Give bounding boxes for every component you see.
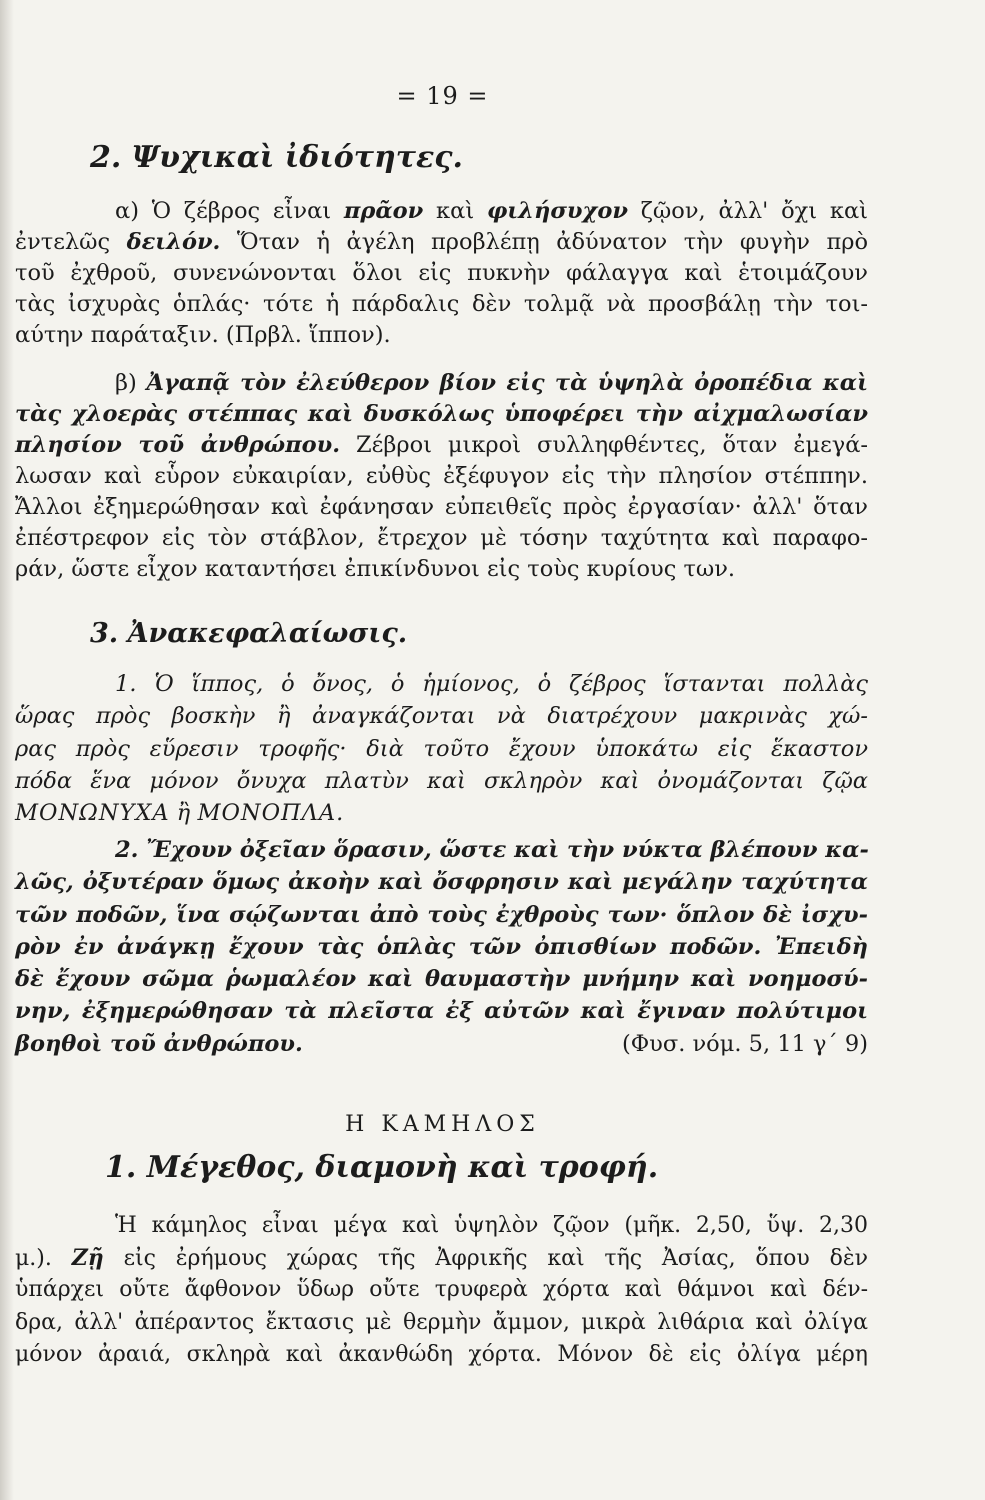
camel-paragraph-line: Ἡ κάμηλος εἶναι μέγα καὶ ὑψηλὸν ζῷον (μῆκ. 2,50, ὕψ. 2,30 bbox=[115, 1213, 868, 1238]
paragraph-a-line: ἐντελῶς δειλόν. Ὅταν ἡ ἀγέλη προβλέπῃ ἀδύνατον τὴν φυγὴν πρὸ bbox=[15, 229, 868, 255]
camel-paragraph-line: δρα, ἀλλ' ἀπέραντος ἔκτασις μὲ θερμὴν ἄμμον, μικρὰ λιθάρια καὶ ὀλίγα bbox=[15, 1309, 868, 1335]
summary-1-line: ρας πρὸς εὕρεσιν τροφῆς· διὰ τοῦτο ἔχουν ὑποκάτω εἰς ἕκαστον bbox=[15, 735, 868, 762]
summary-1-line: 1. Ὁ ἵππος, ὁ ὄνος, ὁ ἡμίονος, ὁ ζέβρος ἵστανται πολλὰς bbox=[115, 671, 868, 697]
heading-psychic-traits: 2. Ψυχικαὶ ἰδιότητες. bbox=[90, 140, 463, 175]
summary-item-2 bbox=[15, 834, 868, 1060]
paragraph-a bbox=[15, 196, 868, 351]
summary-2-line: βοηθοὶ τοῦ ἀνθρώπου. (Φυσ. νόμ. 5, 11 γ΄ 9) bbox=[15, 1028, 868, 1060]
paragraph-a-line: τὰς ἰσχυρὰς ὁπλάς· τότε ἡ πάρδαλις δὲν τολμᾷ νὰ προσβάλῃ τὴν τοι- bbox=[15, 291, 868, 317]
section-title-camel: Η ΚΑΜΗΛΟΣ bbox=[345, 1112, 540, 1137]
camel-paragraph-line: μ.). Ζῇ εἰς ἐρήμους χώρας τῆς Ἀφρικῆς καὶ τῆς Ἀσίας, ὅπου δὲν bbox=[15, 1245, 868, 1272]
summary-1-line: ΜΟΝΩΝΥΧΑ ἢ ΜΟΝΟΠΛΑ. bbox=[15, 800, 345, 827]
summary-2-line: τῶν ποδῶν, ἵνα σῴζωνται ἀπὸ τοὺς ἐχθροὺς των· ὅπλον δὲ ἰσχυ- bbox=[15, 901, 868, 928]
paragraph-a-line: αύτην παράταξιν. (Πρβλ. ἵππον). bbox=[15, 322, 391, 348]
paragraph-a-line: τοῦ ἐχθροῦ, συνενώνονται ὅλοι εἰς πυκνὴν φάλαγγα καὶ ἑτοιμάζουν bbox=[15, 260, 868, 286]
heading-camel-size: 1. Μέγεθος, διαμονὴ καὶ τροφή. bbox=[105, 1150, 659, 1185]
summary-2-line: δὲ ἔχουν σῶμα ῥωμαλέον καὶ θαυμαστὴν μνήμην καὶ νοημοσύ- bbox=[15, 966, 868, 993]
summary-2-line: νην, ἐξημερώθησαν τὰ πλεῖστα ἐξ αὐτῶν καὶ ἔγιναν πολύτιμοι bbox=[15, 998, 868, 1025]
paragraph-b bbox=[15, 368, 868, 585]
summary-1-line: πόδα ἕνα μόνον ὄνυχα πλατὺν καὶ σκληρὸν καὶ ὀνομάζονται ζῷα bbox=[15, 767, 868, 794]
summary-2-line: 2. Ἔχουν ὀξεῖαν ὅρασιν, ὥστε καὶ τὴν νύκτα βλέπουν κα- bbox=[115, 837, 869, 863]
page-edge-shadow bbox=[0, 0, 14, 1500]
page-number: = 19 = bbox=[396, 82, 489, 110]
camel-paragraph-line: μόνον ἀραιά, σκληρὰ καὶ ἀκανθώδη χόρτα. Μόνον δὲ εἰς ὀλίγα μέρη bbox=[15, 1341, 868, 1367]
paragraph-b-line: ράν, ὥστε εἶχον καταντήσει ἐπικίνδυνοι εἰς τοὺς κυρίους των. bbox=[15, 556, 736, 582]
summary-2-line: ρὸν ἐν ἀνάγκῃ ἔχουν τὰς ὁπλὰς τῶν ὀπισθίων ποδῶν. Ἐπειδὴ bbox=[15, 933, 868, 960]
camel-paragraph-line: ὑπάρχει οὔτε ἄφθονον ὕδωρ οὔτε τρυφερὰ χόρτα καὶ θάμνοι καὶ δέν- bbox=[15, 1277, 868, 1303]
paragraph-b-line: β) Ἀγαπᾷ τὸν ἐλεύθερον βίον εἰς τὰ ὑψηλὰ ὀροπέδια καὶ bbox=[115, 370, 868, 396]
paragraph-a-line: α) Ὁ ζέβρος εἶναι πρᾶον καὶ φιλήσυχον ζῷον, ἀλλ' ὄχι καὶ bbox=[115, 198, 869, 224]
paragraph-b-line: τὰς χλοερὰς στέππας καὶ δυσκόλως ὑποφέρει τὴν αἰχμαλωσίαν bbox=[15, 401, 868, 427]
paragraph-b-line: Ἄλλοι ἐξημερώθησαν καὶ ἐφάνησαν εὐπειθεῖς πρὸς ἐργασίαν· ἀλλ' ὅταν bbox=[15, 494, 868, 520]
heading-summary: 3. Ἀνακεφαλαίωσις. bbox=[90, 618, 408, 649]
paragraph-b-line: ἐπέστρεφον εἰς τὸν στάβλον, ἔτρεχον μὲ τόσην ταχύτητα καὶ παραφο- bbox=[15, 525, 868, 551]
camel-paragraph bbox=[15, 1210, 868, 1371]
summary-1-line: ὥρας πρὸς βοσκὴν ἢ ἀναγκάζονται νὰ διατρέχουν μακρινὰς χώ- bbox=[15, 703, 868, 730]
source-reference: (Φυσ. νόμ. 5, 11 γ΄ 9) bbox=[621, 1030, 868, 1057]
paragraph-b-line: λωσαν καὶ εὗρον εὐκαιρίαν, εὐθὺς ἐξέφυγον εἰς τὴν πλησίον στέππην. bbox=[15, 463, 868, 489]
summary-item-1 bbox=[15, 668, 868, 829]
paragraph-b-line: πλησίον τοῦ ἀνθρώπου. Ζέβροι μικροὶ συλληφθέντες, ὅταν ἐμεγά- bbox=[15, 432, 868, 458]
summary-2-line: λῶς, ὀξυτέραν ὅμως ἀκοὴν καὶ ὄσφρησιν καὶ μεγάλην ταχύτητα bbox=[15, 869, 868, 896]
